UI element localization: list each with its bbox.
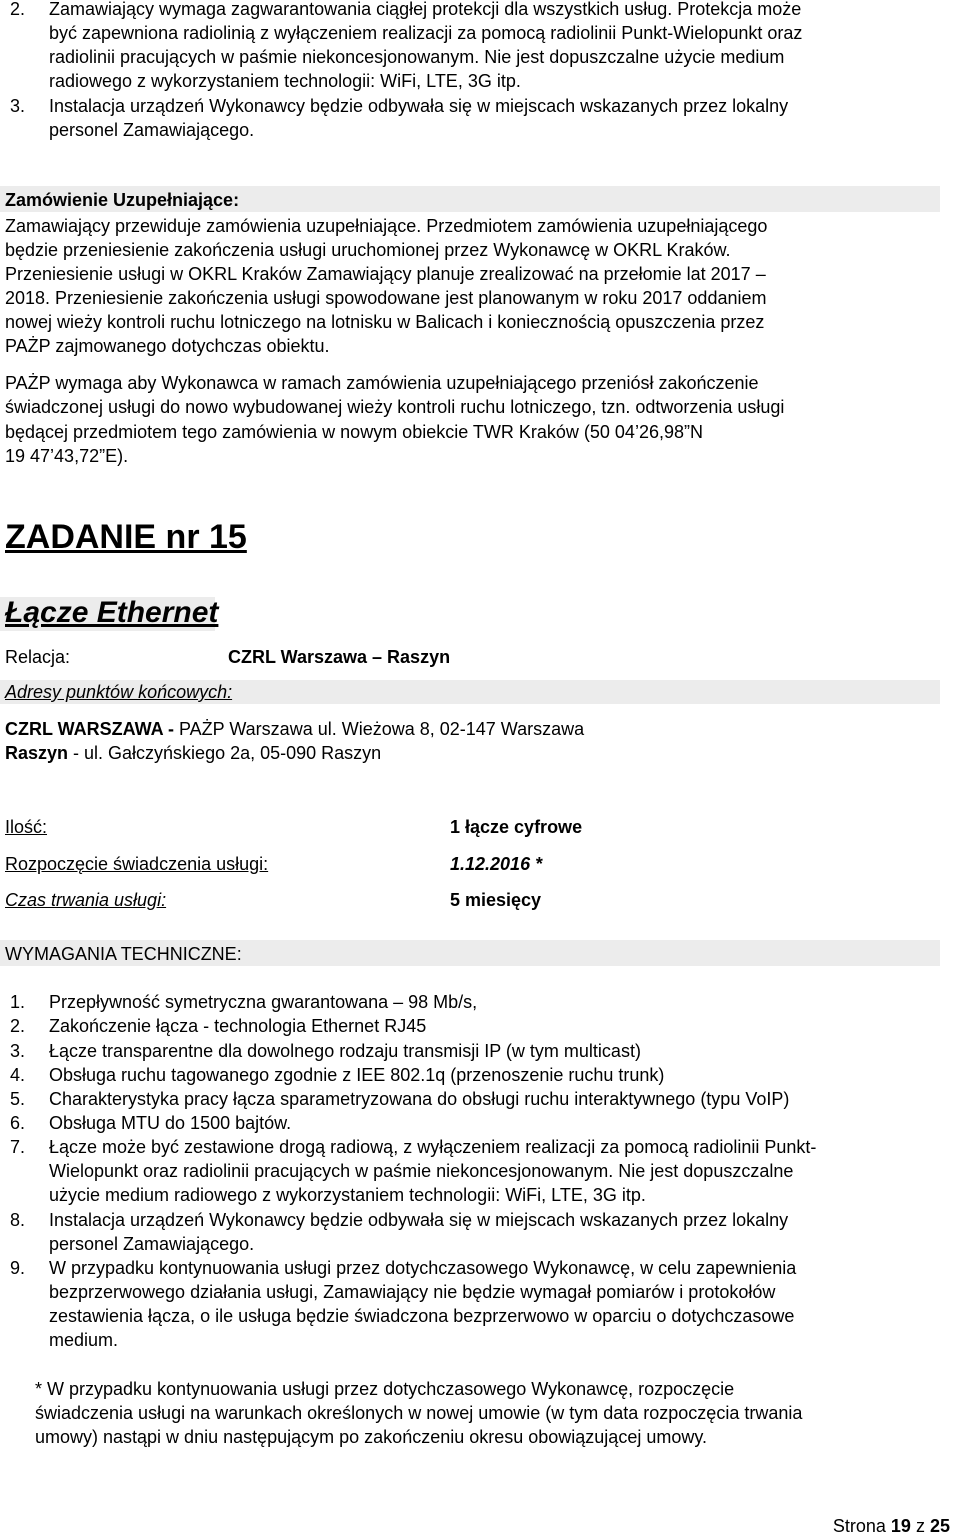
endpoint-2-address: - ul. Gałczyńskiego 2a, 05-090 Raszyn xyxy=(68,743,382,763)
list-text-line: Łącze może być zestawione drogą radiową, z wyłączeniem realizacji za pomocą radiolinii Punkt- xyxy=(49,1137,817,1157)
current-page: 19 xyxy=(890,1516,911,1536)
quantity-label: Ilość: xyxy=(5,817,48,837)
paragraph-line: nowej wieży kontroli ruchu lotniczego na lotnisku w Balicach i koniecznością opuszczenia przez xyxy=(5,312,765,332)
endpoint-2-name: Raszyn xyxy=(5,743,69,763)
list-number: 2. xyxy=(10,1016,26,1036)
list-number: 8. xyxy=(10,1210,26,1230)
list-text-line: Instalacja urządzeń Wykonawcy będzie odbywała się w miejscach wskazanych przez lokalny xyxy=(49,96,789,116)
list-text-line: bezprzerwowego działania usługi, Zamawiający nie będzie wymagał pomiarów i protokołów xyxy=(49,1282,776,1302)
page-number xyxy=(833,1514,950,1538)
list-text-line: radiowego z wykorzystaniem technologii: WiFi, LTE, 3G itp. xyxy=(49,71,521,91)
list-text-line: radiolinii pracujących w paśmie niekoncesjonowanym. Nie jest dopuszczalne użycie medium xyxy=(49,47,785,67)
list-number: 4. xyxy=(10,1065,26,1085)
paragraph-line: będącej przedmiotem tego zamówienia w nowym obiekcie TWR Kraków (50 04’26,98”N xyxy=(5,422,703,442)
footnote-line: świadczenia usługi na warunkach określonych w nowej umowie (w tym data rozpoczęcia trwania xyxy=(35,1403,803,1423)
list-text-line: Instalacja urządzeń Wykonawcy będzie odbywała się w miejscach wskazanych przez lokalny xyxy=(49,1210,789,1230)
page-prefix: Strona xyxy=(832,1516,891,1536)
paragraph-line: PAŻP zajmowanego dotychczas obiektu. xyxy=(5,336,330,356)
list-text-line: Obsługa MTU do 1500 bajtów. xyxy=(49,1113,292,1133)
page-middle: z xyxy=(910,1516,930,1536)
list-number: 3. xyxy=(10,1041,26,1061)
endpoint-1 xyxy=(5,717,584,741)
list-number: 3. xyxy=(10,96,26,116)
list-text-line: Zamawiający wymaga zagwarantowania ciągłej protekcji dla wszystkich usług. Protekcja może xyxy=(49,0,802,19)
list-text-line: Charakterystyka pracy łącza sparametryzowana do obsługi ruchu interaktywnego (typu VoIP) xyxy=(49,1089,790,1109)
list-text-line: medium. xyxy=(49,1330,119,1350)
endpoints-label: Adresy punktów końcowych: xyxy=(5,682,233,702)
duration-value: 5 miesięcy xyxy=(450,890,542,910)
endpoint-1-name: CZRL WARSZAWA - xyxy=(5,719,174,739)
paragraph-line: będzie przeniesienie zakończenia usługi uruchomionej przez Wykonawcę w OKRL Kraków. xyxy=(5,240,731,260)
list-number: 6. xyxy=(10,1113,26,1133)
footnote-line: * W przypadku kontynuowania usługi przez dotychczasowego Wykonawcę, rozpoczęcie xyxy=(35,1379,735,1399)
task-subtitle: Łącze Ethernet xyxy=(5,596,219,629)
list-number: 5. xyxy=(10,1089,26,1109)
paragraph-line: PAŻP wymaga aby Wykonawca w ramach zamówienia uzupełniającego przeniósł zakończenie xyxy=(5,373,759,393)
start-label: Rozpoczęcie świadczenia usługi: xyxy=(5,854,269,874)
list-text-line: być zapewniona radiolinią z wyłączeniem realizacji za pomocą radiolinii Punkt-Wielopunkt oraz xyxy=(49,23,803,43)
paragraph-line: 2018. Przeniesienie zakończenia usługi spowodowane jest planowanym w roku 2017 oddaniem xyxy=(5,288,767,308)
footnote-line: umowy) nastąpi w dniu następującym po zakończeniu okresu obowiązującej umowy. xyxy=(35,1427,708,1447)
duration-label: Czas trwania usługi: xyxy=(5,890,167,910)
start-value: 1.12.2016 * xyxy=(450,854,543,874)
paragraph-line: Przeniesienie usługi w OKRL Kraków Zamawiający planuje zrealizować na przełomie lat 2017 – xyxy=(5,264,766,284)
list-text-line: personel Zamawiającego. xyxy=(49,1234,255,1254)
requirements-heading: WYMAGANIA TECHNICZNE: xyxy=(5,944,242,964)
endpoint-2 xyxy=(5,741,381,765)
supplementary-heading: Zamówienie Uzupełniające: xyxy=(5,190,240,210)
total-pages: 25 xyxy=(929,1516,950,1536)
list-number: 1. xyxy=(10,992,26,1012)
quantity-value: 1 łącze cyfrowe xyxy=(450,817,583,837)
list-text-line: zestawienia łącza, o ile usługa będzie świadczona bezprzerwowo w oparciu o dotychczasowe xyxy=(49,1306,795,1326)
list-text-line: Łącze transparentne dla dowolnego rodzaju transmisji IP (w tym multicast) xyxy=(49,1041,641,1061)
paragraph-line: świadczonej usługi do nowo wybudowanej wieży kontroli ruchu lotniczego, tzn. odtworzenia usługi xyxy=(5,397,785,417)
relation-value: CZRL Warszawa – Raszyn xyxy=(228,647,451,667)
task-title: ZADANIE nr 15 xyxy=(5,518,247,556)
list-text-line: personel Zamawiającego. xyxy=(49,120,255,140)
list-text-line: Wielopunkt oraz radiolinii pracujących w paśmie niekoncesjonowanym. Nie jest dopuszczalne xyxy=(49,1161,794,1181)
list-text-line: Zakończenie łącza - technologia Ethernet RJ45 xyxy=(49,1016,427,1036)
paragraph-line: Zamawiający przewiduje zamówienia uzupełniające. Przedmiotem zamówienia uzupełniającego xyxy=(5,216,768,236)
list-text-line: Obsługa ruchu tagowanego zgodnie z IEE 802.1q (przenoszenie ruchu trunk) xyxy=(49,1065,665,1085)
list-number: 7. xyxy=(10,1137,26,1157)
list-text-line: Przepływność symetryczna gwarantowana – 98 Mb/s, xyxy=(49,992,478,1012)
relation-label: Relacja: xyxy=(5,647,71,667)
list-text-line: użycie medium radiowego z wykorzystaniem technologii: WiFi, LTE, 3G itp. xyxy=(49,1185,646,1205)
list-number: 2. xyxy=(10,0,26,19)
paragraph-line: 19 47’43,72”E). xyxy=(5,446,129,466)
list-number: 9. xyxy=(10,1258,26,1278)
endpoint-1-address: PAŻP Warszawa ul. Wieżowa 8, 02-147 Warszawa xyxy=(174,719,585,739)
list-text-line: W przypadku kontynuowania usługi przez dotychczasowego Wykonawcę, w celu zapewnienia xyxy=(49,1258,797,1278)
